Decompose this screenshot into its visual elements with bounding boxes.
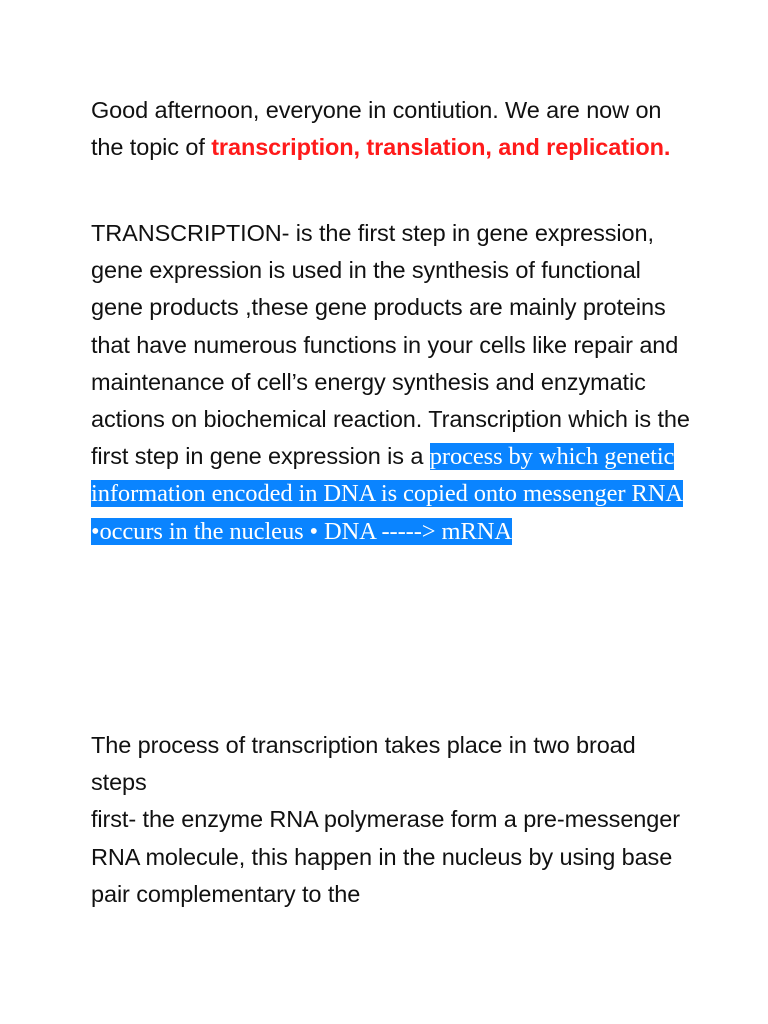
- transcription-paragraph: [91, 215, 691, 550]
- topic-emphasis: transcription, translation, and replication.: [211, 134, 671, 161]
- selected-text-highlight[interactable]: process by which genetic information encoded in DNA is copied onto messenger RNA •occurs in the nucleus • DNA -----> mRNA: [91, 443, 683, 545]
- transcription-steps-paragraph: [91, 727, 691, 913]
- first-step-text: first- the enzyme RNA polymerase form a pre-messenger RNA molecule, this happen in the nucleus by using base pair complementary to the: [91, 806, 680, 907]
- intro-text: Good afternoon, everyone in contiution. We are now on the topic of: [91, 97, 662, 161]
- intro-paragraph: [91, 92, 691, 166]
- transcription-text: TRANSCRIPTION- is the first step in gene expression, gene expression is used in the synthesis of functional gene products ,these gene products are mainly proteins that have numerous functions in your cells like repair and maintenance of cell’s energy synthesis and enzymatic actions on biochemical reaction. Transcription which is the first step in gene expression is a: [91, 220, 690, 470]
- steps-intro-text: The process of transcription takes place in two broad steps: [91, 732, 636, 796]
